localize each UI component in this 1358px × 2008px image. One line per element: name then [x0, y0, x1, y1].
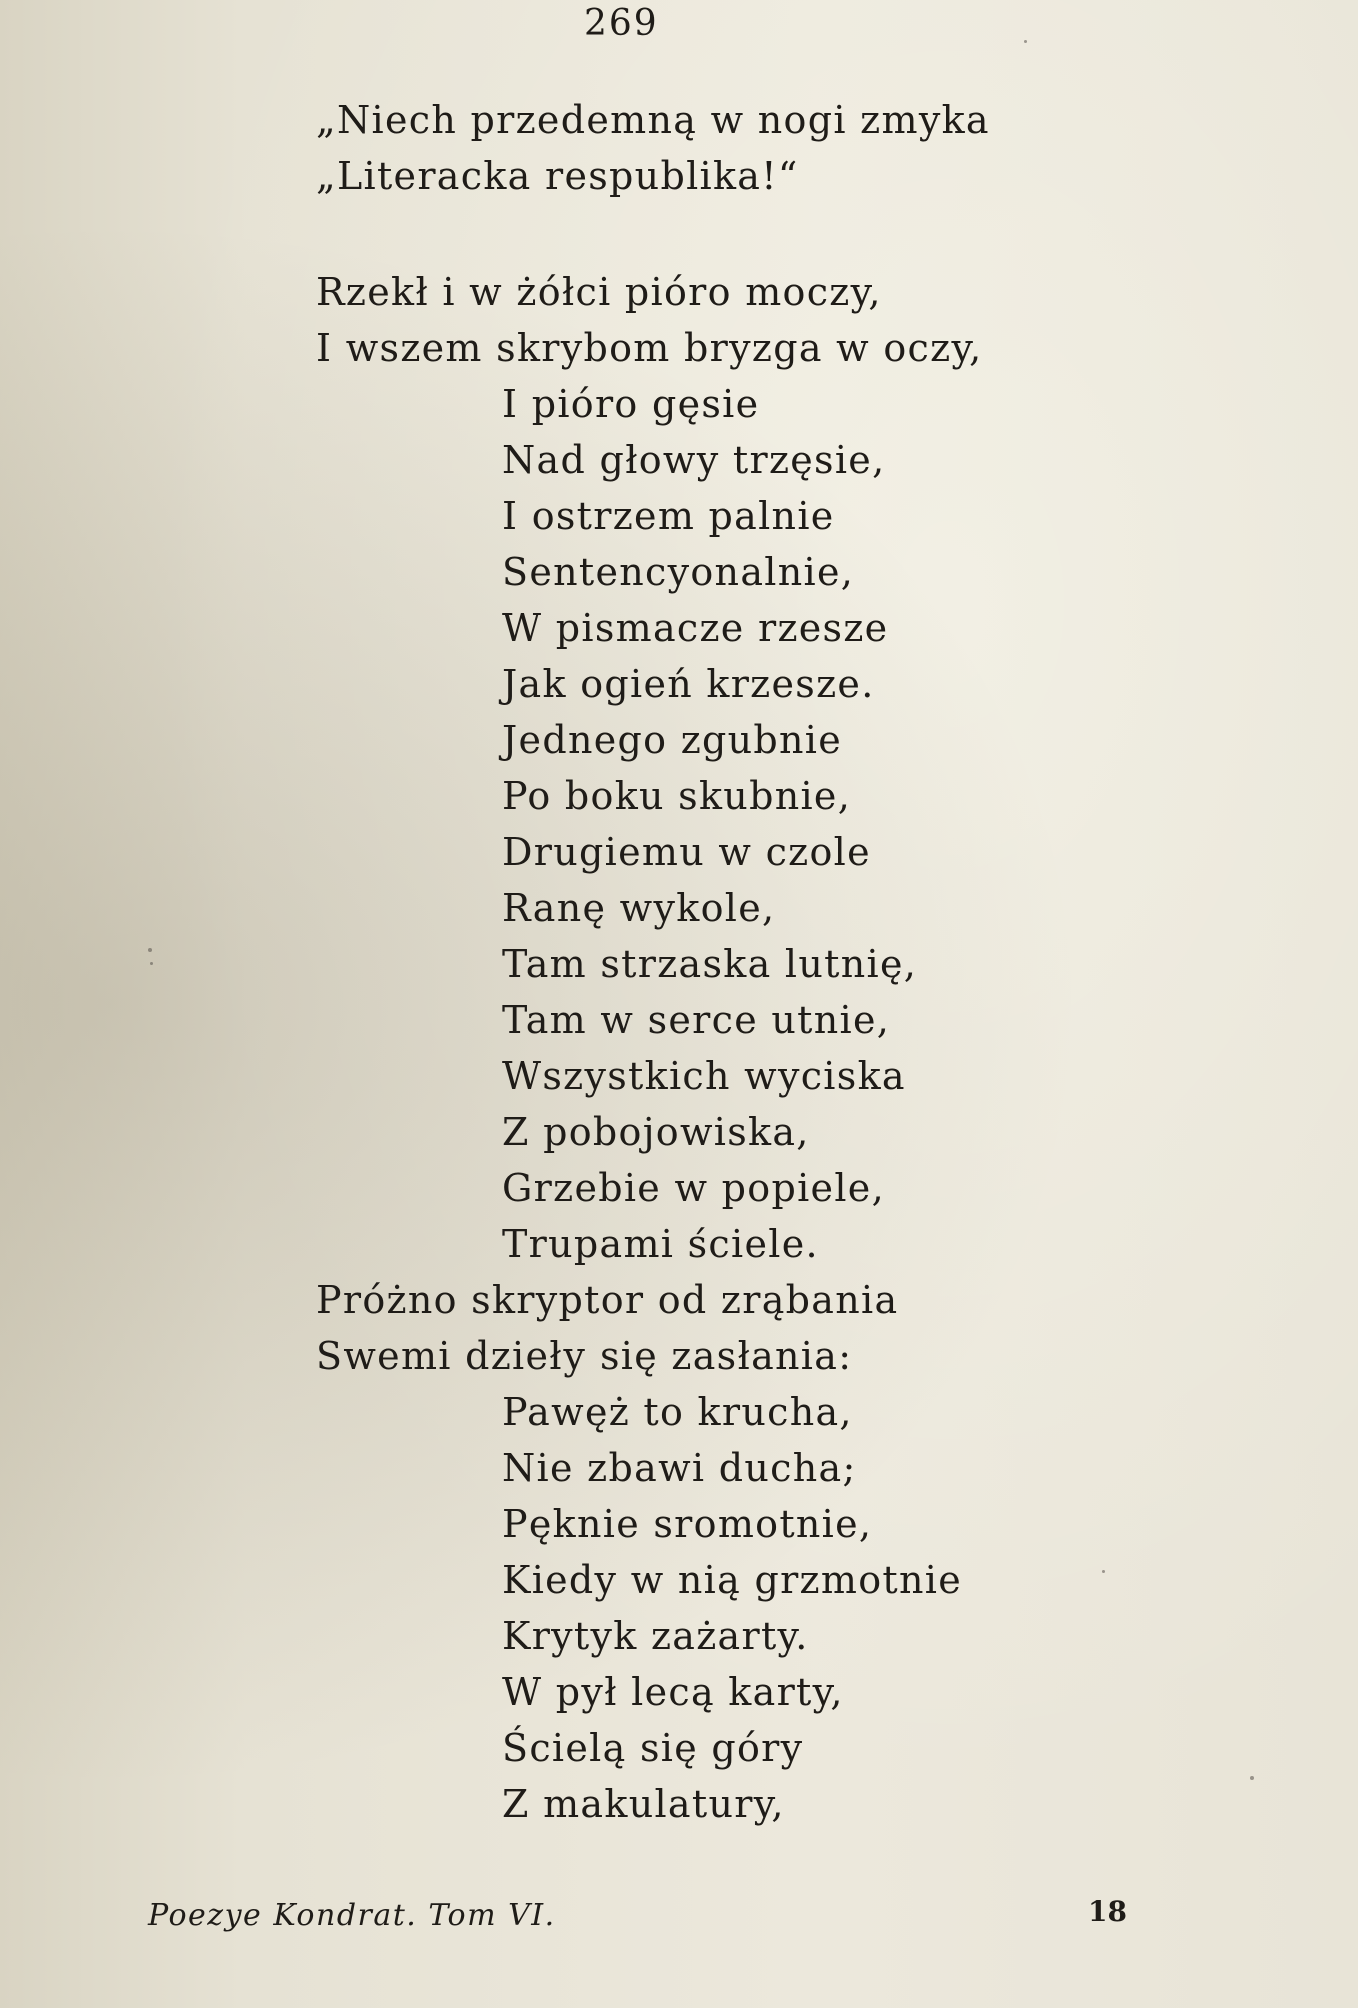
verse-line: „Literacka respublika!“ — [316, 154, 799, 198]
verse-line: Ranę wykole, — [502, 886, 776, 930]
verse-line: Nad głowy trzęsie, — [502, 438, 886, 482]
verse-line: I ostrzem palnie — [502, 494, 835, 538]
verse-line: Nie zbawi ducha; — [502, 1446, 857, 1490]
verse-line: Kiedy w nią grzmotnie — [502, 1558, 962, 1602]
verse-line: Grzebie w popiele, — [502, 1166, 885, 1210]
paper-speck — [148, 948, 152, 952]
verse-line: I wszem skrybom bryzga w oczy, — [316, 326, 983, 370]
verse-line: I pióro gęsie — [502, 382, 760, 426]
verse-line: Ścielą się góry — [502, 1726, 804, 1770]
footer-signature: Poezye Kondrat. Tom VI. — [148, 1898, 556, 1933]
paper-speck — [1250, 1776, 1254, 1780]
verse-line: Tam strzaska lutnię, — [502, 942, 918, 986]
verse-line: Sentencyonalnie, — [502, 550, 855, 594]
verse-line: Pawęż to krucha, — [502, 1390, 853, 1434]
verse-line: Trupami ściele. — [502, 1222, 819, 1266]
verse-line: Z makulatury, — [502, 1782, 785, 1826]
verse-line: Jednego zgubnie — [502, 718, 843, 762]
verse-line: Pęknie sromotnie, — [502, 1502, 873, 1546]
verse-line: Swemi dziełу się zasłania: — [316, 1334, 853, 1378]
paper-speck — [150, 962, 153, 965]
verse-line: Wszystkich wyciska — [502, 1054, 906, 1098]
verse-line: Jak ogień krzesze. — [502, 662, 875, 706]
paper-speck — [1024, 40, 1027, 43]
verse-line: Z pobojowiska, — [502, 1110, 810, 1154]
verse-line: „Niech przedemną w nogi zmyka — [316, 98, 990, 142]
footer-sheet-number: 18 — [1088, 1895, 1127, 1928]
paper-speck — [1102, 1570, 1105, 1573]
verse-line: W pył lecą karty, — [502, 1670, 844, 1714]
verse-line: Drugiemu w czole — [502, 830, 871, 874]
verse-line: Próżno skryptor od zrąbania — [316, 1278, 899, 1322]
verse-line: Po boku skubnie, — [502, 774, 852, 818]
verse-line: W pismacze rzesze — [502, 606, 889, 650]
page-number: 269 — [584, 3, 659, 44]
verse-line: Krytyk zażarty. — [502, 1614, 809, 1658]
verse-line: Tam w serce utnie, — [502, 998, 891, 1042]
verse-line: Rzekł i w żółci pióro moczy, — [316, 270, 882, 314]
